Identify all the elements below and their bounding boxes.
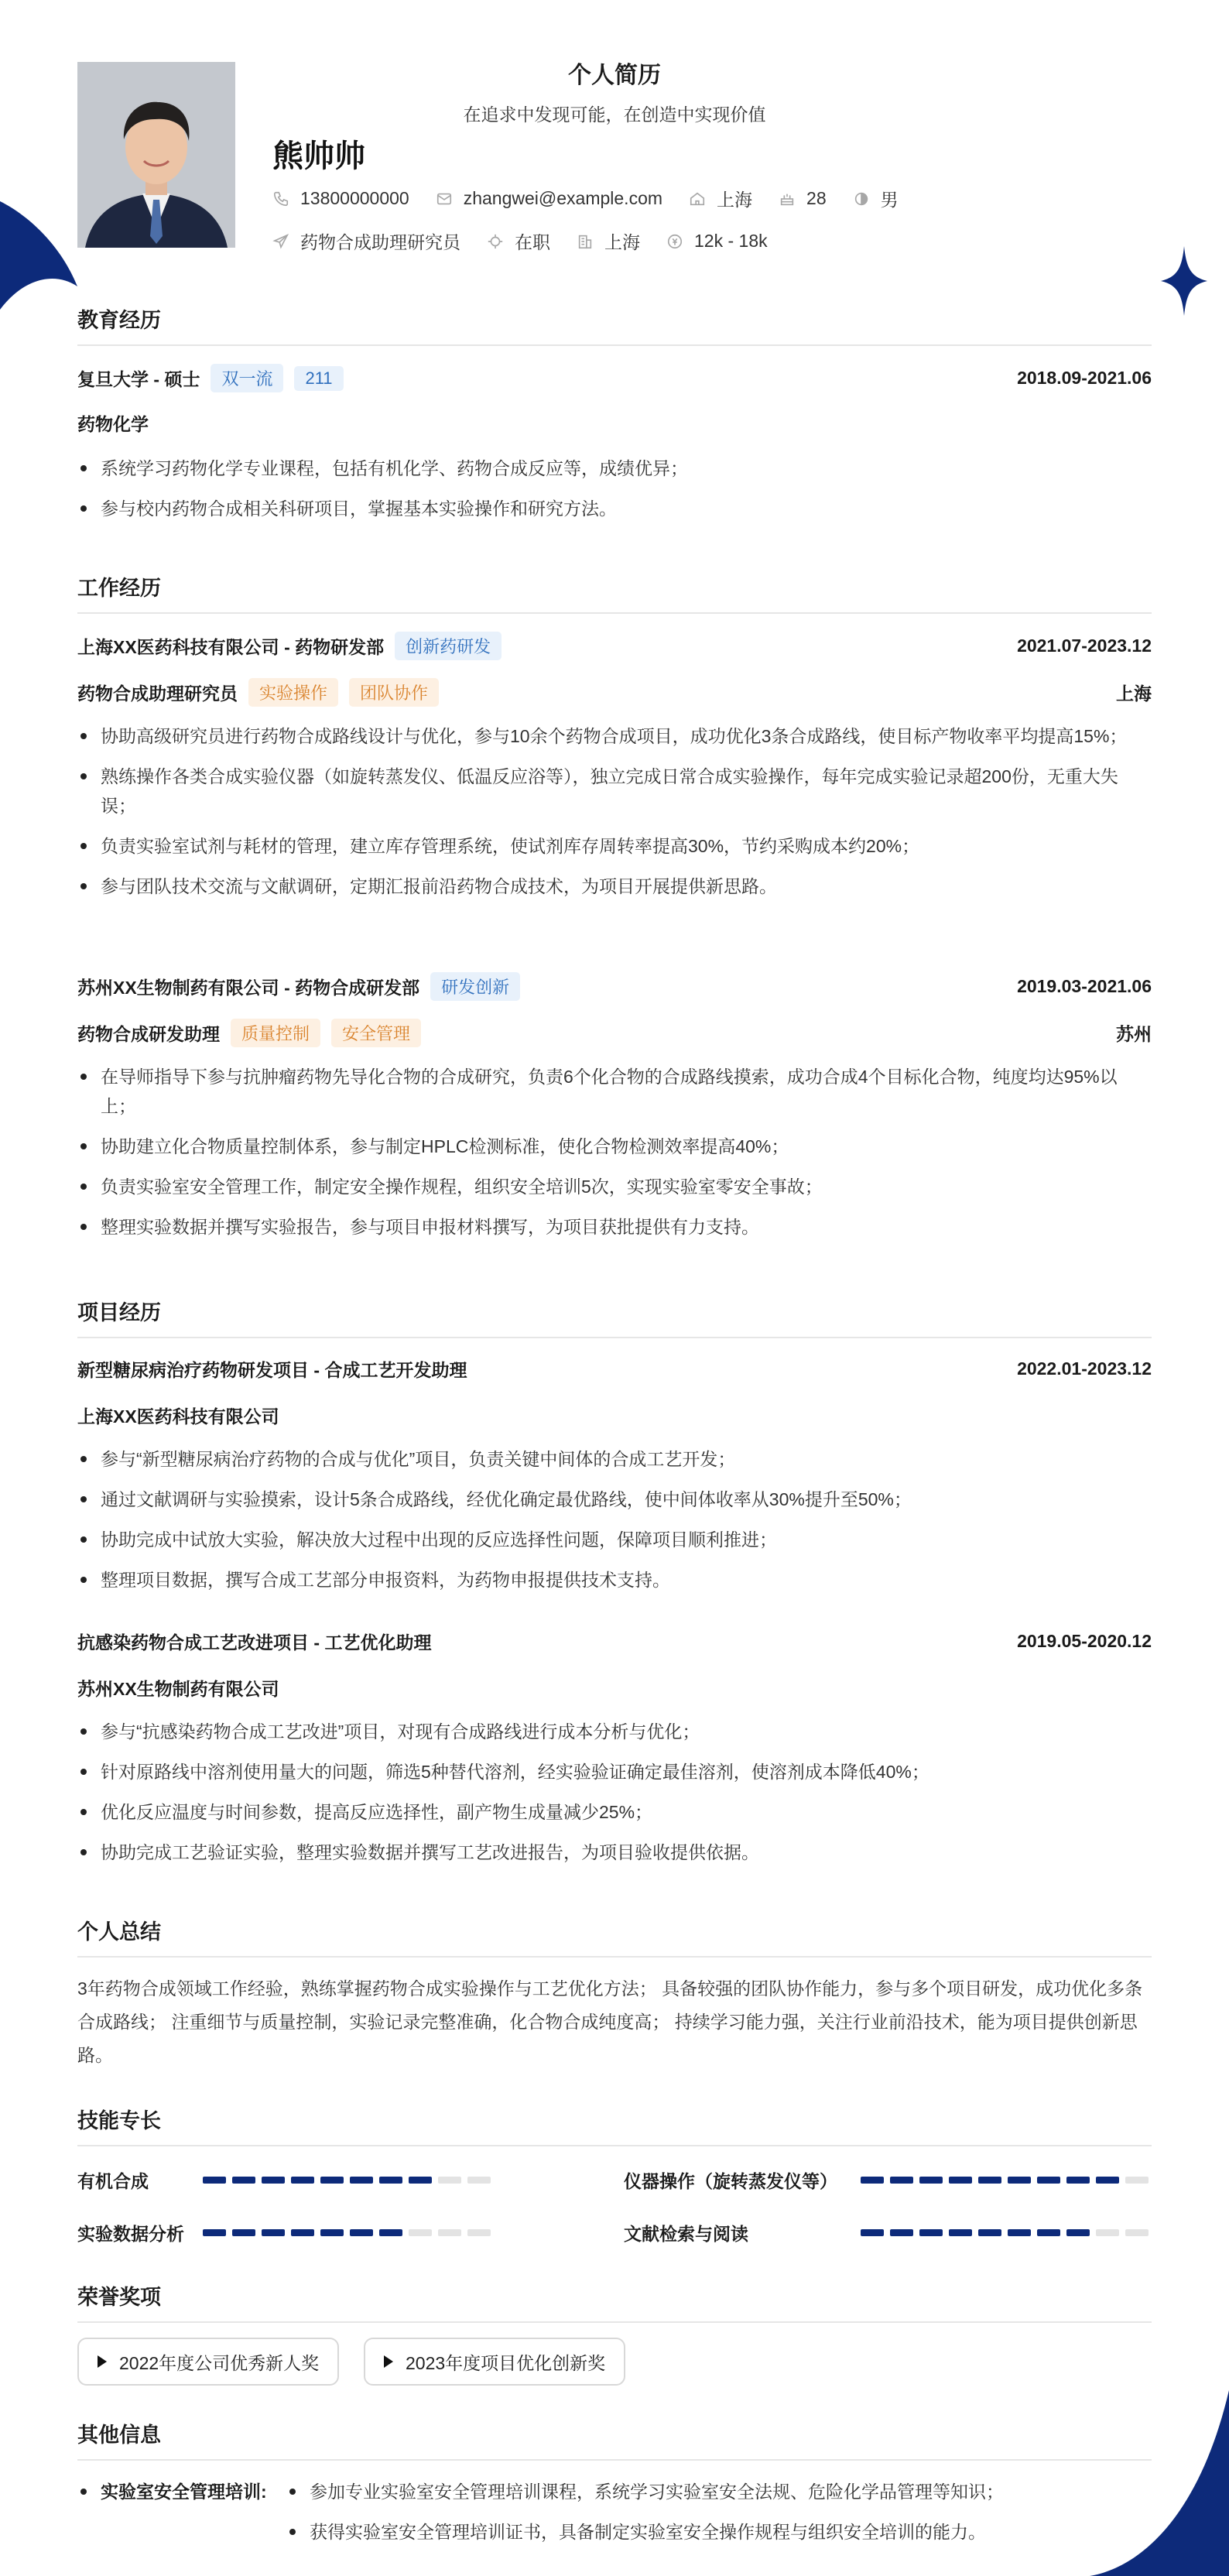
project-period: 2019.05-2020.12 — [1017, 1631, 1152, 1651]
list-item: 协助完成中试放大实验，解决放大过程中出现的反应选择性问题，保障项目顺利推进； — [77, 1525, 1152, 1554]
job-period: 2019.03-2021.06 — [1017, 976, 1152, 996]
projects-section — [77, 1296, 1152, 1338]
section-title: 个人总结 — [77, 1915, 1152, 1958]
skill-level-segment — [861, 2229, 884, 2236]
section-title: 工作经历 — [77, 571, 1152, 614]
building-icon — [577, 233, 594, 250]
resume-page — [77, 0, 1152, 2542]
skill-level-segment — [291, 2229, 314, 2236]
job-location: 上海 — [1116, 683, 1152, 704]
candidate-name: 熊帅帅 — [272, 139, 365, 173]
skill-level-segment — [1037, 2229, 1060, 2236]
contact-row — [272, 186, 925, 211]
skill-level-segment — [467, 2177, 491, 2184]
section-title: 荣誉奖项 — [77, 2280, 1152, 2323]
skill-item — [77, 2167, 149, 2193]
work-section — [77, 571, 1152, 614]
section-title: 教育经历 — [77, 303, 1152, 346]
award-name: 2022年度公司优秀新人奖 — [119, 2352, 320, 2373]
job-role: 药物合成助理研究员 — [77, 683, 238, 704]
skill-level-segment — [320, 2177, 344, 2184]
project-header — [77, 1356, 1152, 1382]
project-name: 抗感染药物合成工艺改进项目 - 工艺优化助理 — [77, 1632, 432, 1653]
send-icon — [272, 233, 289, 250]
job-period: 2021.07-2023.12 — [1017, 635, 1152, 656]
list-item: 协助完成工艺验证实验，整理实验数据并撰写工艺改进报告，为项目验收提供依据。 — [77, 1838, 1152, 1867]
company-name: 苏州XX生物制药有限公司 - 药物合成研发部 — [77, 978, 420, 998]
skill-level-segment — [890, 2177, 913, 2184]
education-period: 2018.09-2021.06 — [1017, 368, 1152, 388]
skill-level-segment — [978, 2229, 1001, 2236]
list-item: 获得实验室安全管理培训证书，具备制定实验室安全操作规程与组织安全培训的能力。 — [286, 2517, 1152, 2547]
skill-level-segment — [1008, 2229, 1031, 2236]
play-triangle-icon — [384, 2355, 393, 2368]
salary-value: 12k - 18k — [694, 231, 768, 251]
skill-name: 文献检索与阅读 — [624, 2224, 748, 2244]
job-intent-row — [272, 228, 794, 254]
list-item: 协助建立化合物质量控制体系，参与制定HPLC检测标准，使化合物检测效率提高40%； — [77, 1132, 1152, 1161]
list-item: 负责实验室试剂与耗材的管理，建立库存管理系统，使试剂库存周转率提高30%，节约采购成本约20%； — [77, 831, 1152, 861]
skill-level-segment — [919, 2229, 943, 2236]
section-title: 项目经历 — [77, 1296, 1152, 1338]
skill-level-segment — [890, 2229, 913, 2236]
money-icon — [666, 233, 683, 250]
skill-level-segment — [379, 2177, 402, 2184]
phone-icon — [272, 190, 289, 207]
skill-level-segment — [232, 2229, 255, 2236]
award-badge — [364, 2338, 625, 2386]
skill-level-segment — [1096, 2177, 1119, 2184]
skill-name: 仪器操作（旋转蒸发仪等） — [624, 2171, 837, 2191]
cake-icon — [779, 190, 796, 207]
position-value: 药物合成助理研究员 — [300, 232, 460, 252]
school-tag: 211 — [294, 366, 343, 391]
skill-level-segment — [1008, 2177, 1031, 2184]
skill-level-segment — [467, 2229, 491, 2236]
email-item — [436, 188, 662, 209]
position-item — [272, 228, 460, 254]
list-item: 系统学习药物化学专业课程，包括有机化学、药物合成反应等，成绩优异； — [77, 454, 1152, 483]
skill-level-segment — [262, 2229, 285, 2236]
list-item: 在导师指导下参与抗肿瘤药物先导化合物的合成研究，负责6个化合物的合成路线摸索，成功合成4个目标化合物，纯度均达95%以上； — [77, 1062, 1152, 1121]
awards-section — [77, 2280, 1152, 2323]
skill-level-segment — [379, 2229, 402, 2236]
project-bullets — [77, 1444, 1152, 1605]
school-name: 复旦大学 - 硕士 — [77, 369, 200, 389]
skill-level-segment — [1096, 2229, 1119, 2236]
sparkle-icon — [1161, 246, 1207, 316]
project-name: 新型糖尿病治疗药物研发项目 - 合成工艺开发助理 — [77, 1360, 467, 1380]
skill-name: 有机合成 — [77, 2171, 149, 2191]
skill-level-segment — [1066, 2177, 1090, 2184]
summary-section — [77, 1915, 1152, 1958]
age-value: 28 — [806, 188, 827, 208]
resume-title: 个人简历 — [568, 63, 661, 88]
job-header — [77, 632, 1152, 660]
list-item: 整理实验数据并撰写实验报告，参与项目申报材料撰写，为项目获批提供有力支持。 — [77, 1212, 1152, 1242]
skill-item — [624, 2220, 748, 2245]
other-section — [77, 2418, 1152, 2461]
age-item — [779, 188, 827, 209]
section-title: 其他信息 — [77, 2418, 1152, 2461]
skill-level-bar — [861, 2229, 1155, 2236]
skill-level-segment — [320, 2229, 344, 2236]
project-period: 2022.01-2023.12 — [1017, 1358, 1152, 1379]
role-tag: 安全管理 — [331, 1019, 421, 1047]
skill-level-segment — [978, 2177, 1001, 2184]
project-bullets — [77, 1717, 1152, 1878]
status-item — [487, 228, 550, 254]
status-value: 在职 — [515, 232, 550, 252]
skill-level-segment — [919, 2177, 943, 2184]
other-bullets — [286, 2477, 1152, 2557]
target-city-item — [577, 228, 640, 254]
skill-name: 实验数据分析 — [77, 2224, 184, 2244]
skill-level-segment — [350, 2229, 373, 2236]
section-title: 技能专长 — [77, 2104, 1152, 2146]
skill-item — [624, 2167, 837, 2193]
skill-level-segment — [438, 2177, 461, 2184]
skill-level-bar — [861, 2177, 1155, 2184]
skill-level-segment — [1066, 2229, 1090, 2236]
skill-level-segment — [409, 2177, 432, 2184]
status-icon — [487, 233, 504, 250]
skill-item — [77, 2220, 184, 2245]
school-tag: 双一流 — [211, 364, 283, 392]
other-label: 实验室安全管理培训: — [77, 2477, 310, 2506]
skill-level-segment — [1125, 2229, 1149, 2236]
play-triangle-icon — [98, 2355, 107, 2368]
list-item: 负责实验室安全管理工作，制定安全操作规程，组织安全培训5次，实现实验室零安全事故； — [77, 1172, 1152, 1201]
list-item: 参与“抗感染药物合成工艺改进”项目，对现有合成路线进行成本分析与优化； — [77, 1717, 1152, 1746]
list-item: 参与“新型糖尿病治疗药物的合成与优化”项目，负责关键中间体的合成工艺开发； — [77, 1444, 1152, 1474]
job-header — [77, 972, 1152, 1001]
skill-level-segment — [350, 2177, 373, 2184]
target-city-value: 上海 — [604, 232, 640, 252]
role-tag: 实验操作 — [248, 678, 338, 707]
list-item: 熟练操作各类合成实验仪器（如旋转蒸发仪、低温反应浴等），独立完成日常合成实验操作，每年完成实验记录超200份，无重大失误； — [77, 762, 1152, 820]
skill-level-segment — [438, 2229, 461, 2236]
list-item: 参与校内药物合成相关科研项目，掌握基本实验操作和研究方法。 — [77, 494, 1152, 523]
major: 药物化学 — [77, 414, 149, 434]
skill-level-segment — [232, 2177, 255, 2184]
skill-level-segment — [1037, 2177, 1060, 2184]
award-name: 2023年度项目优化创新奖 — [406, 2352, 606, 2373]
list-item: 通过文献调研与实验摸索，设计5条合成路线，经优化确定最优路线，使中间体收率从30%提升至50%； — [77, 1485, 1152, 1514]
motto: 在追求中发现可能，在创造中实现价值 — [463, 104, 766, 125]
job-role-row — [77, 1019, 1152, 1047]
role-tag: 团队协作 — [349, 678, 439, 707]
company-tag: 创新药研发 — [395, 632, 502, 660]
skill-level-segment — [262, 2177, 285, 2184]
summary-text: 3年药物合成领域工作经验，熟练掌握药物合成实验操作与工艺优化方法； 具备较强的团队协作能力，参与多个项目研发，成功优化多条合成路线； 注重细节与质量控制，实验记录完整准确，化合物合成纯度高； 持续学习能力强，关注行业前沿技术，能为项目提供创新思路。 — [77, 1978, 1143, 2065]
list-item: 针对原路线中溶剂使用量大的问题，筛选5种替代溶剂，经实验验证确定最佳溶剂，使溶剂成本降低40%； — [77, 1757, 1152, 1786]
project-org: 苏州XX生物制药有限公司 — [77, 1679, 279, 1699]
skill-level-bar — [203, 2229, 497, 2236]
skill-level-segment — [203, 2229, 226, 2236]
phone-value: 13800000000 — [300, 188, 409, 208]
gender-value: 男 — [880, 190, 899, 210]
phone-item — [272, 188, 409, 209]
home-icon — [689, 190, 706, 207]
skill-level-segment — [291, 2177, 314, 2184]
list-item: 优化反应温度与时间参数，提高反应选择性，副产物生成量减少25%； — [77, 1797, 1152, 1827]
other-label-list — [77, 2477, 310, 2517]
skill-level-segment — [203, 2177, 226, 2184]
skill-level-segment — [949, 2229, 972, 2236]
email-value: zhangwei@example.com — [463, 188, 663, 208]
job-bullets — [77, 1062, 1152, 1252]
company-name: 上海XX医药科技有限公司 - 药物研发部 — [77, 637, 385, 657]
education-bullets — [77, 454, 1152, 534]
avatar — [77, 62, 235, 248]
skill-level-segment — [949, 2177, 972, 2184]
job-role: 药物合成研发助理 — [77, 1024, 220, 1044]
salary-item — [666, 231, 768, 252]
gender-item — [853, 186, 899, 211]
major-row — [77, 410, 1152, 436]
list-item: 参与团队技术交流与文献调研，定期汇报前沿药物合成技术，为项目开展提供新思路。 — [77, 872, 1152, 901]
list-item: 整理项目数据，撰写合成工艺部分申报资料，为药物申报提供技术支持。 — [77, 1565, 1152, 1595]
project-org-row — [77, 1675, 1152, 1701]
skill-level-segment — [861, 2177, 884, 2184]
city-item — [689, 186, 752, 211]
project-org-row — [77, 1403, 1152, 1428]
resume-header — [77, 0, 1152, 310]
skills-section — [77, 2104, 1152, 2146]
mail-icon — [436, 190, 453, 207]
gender-icon — [853, 190, 870, 207]
job-role-row — [77, 678, 1152, 707]
city-value: 上海 — [717, 190, 753, 210]
project-org: 上海XX医药科技有限公司 — [77, 1406, 279, 1427]
job-bullets — [77, 721, 1152, 912]
list-item: 协助高级研究员进行药物合成路线设计与优化，参与10余个药物合成项目，成功优化3条合成路线，使目标产物收率平均提高15%； — [77, 721, 1152, 751]
project-header — [77, 1629, 1152, 1654]
skill-level-segment — [409, 2229, 432, 2236]
skill-level-segment — [1125, 2177, 1149, 2184]
education-section — [77, 303, 1152, 346]
job-location: 苏州 — [1116, 1024, 1152, 1044]
skill-level-bar — [203, 2177, 497, 2184]
education-header — [77, 364, 1152, 392]
company-tag: 研发创新 — [430, 972, 520, 1001]
role-tag: 质量控制 — [231, 1019, 320, 1047]
award-badge — [77, 2338, 339, 2386]
list-item: 参加专业实验室安全管理培训课程，系统学习实验室安全法规、危险化学品管理等知识； — [286, 2477, 1152, 2506]
